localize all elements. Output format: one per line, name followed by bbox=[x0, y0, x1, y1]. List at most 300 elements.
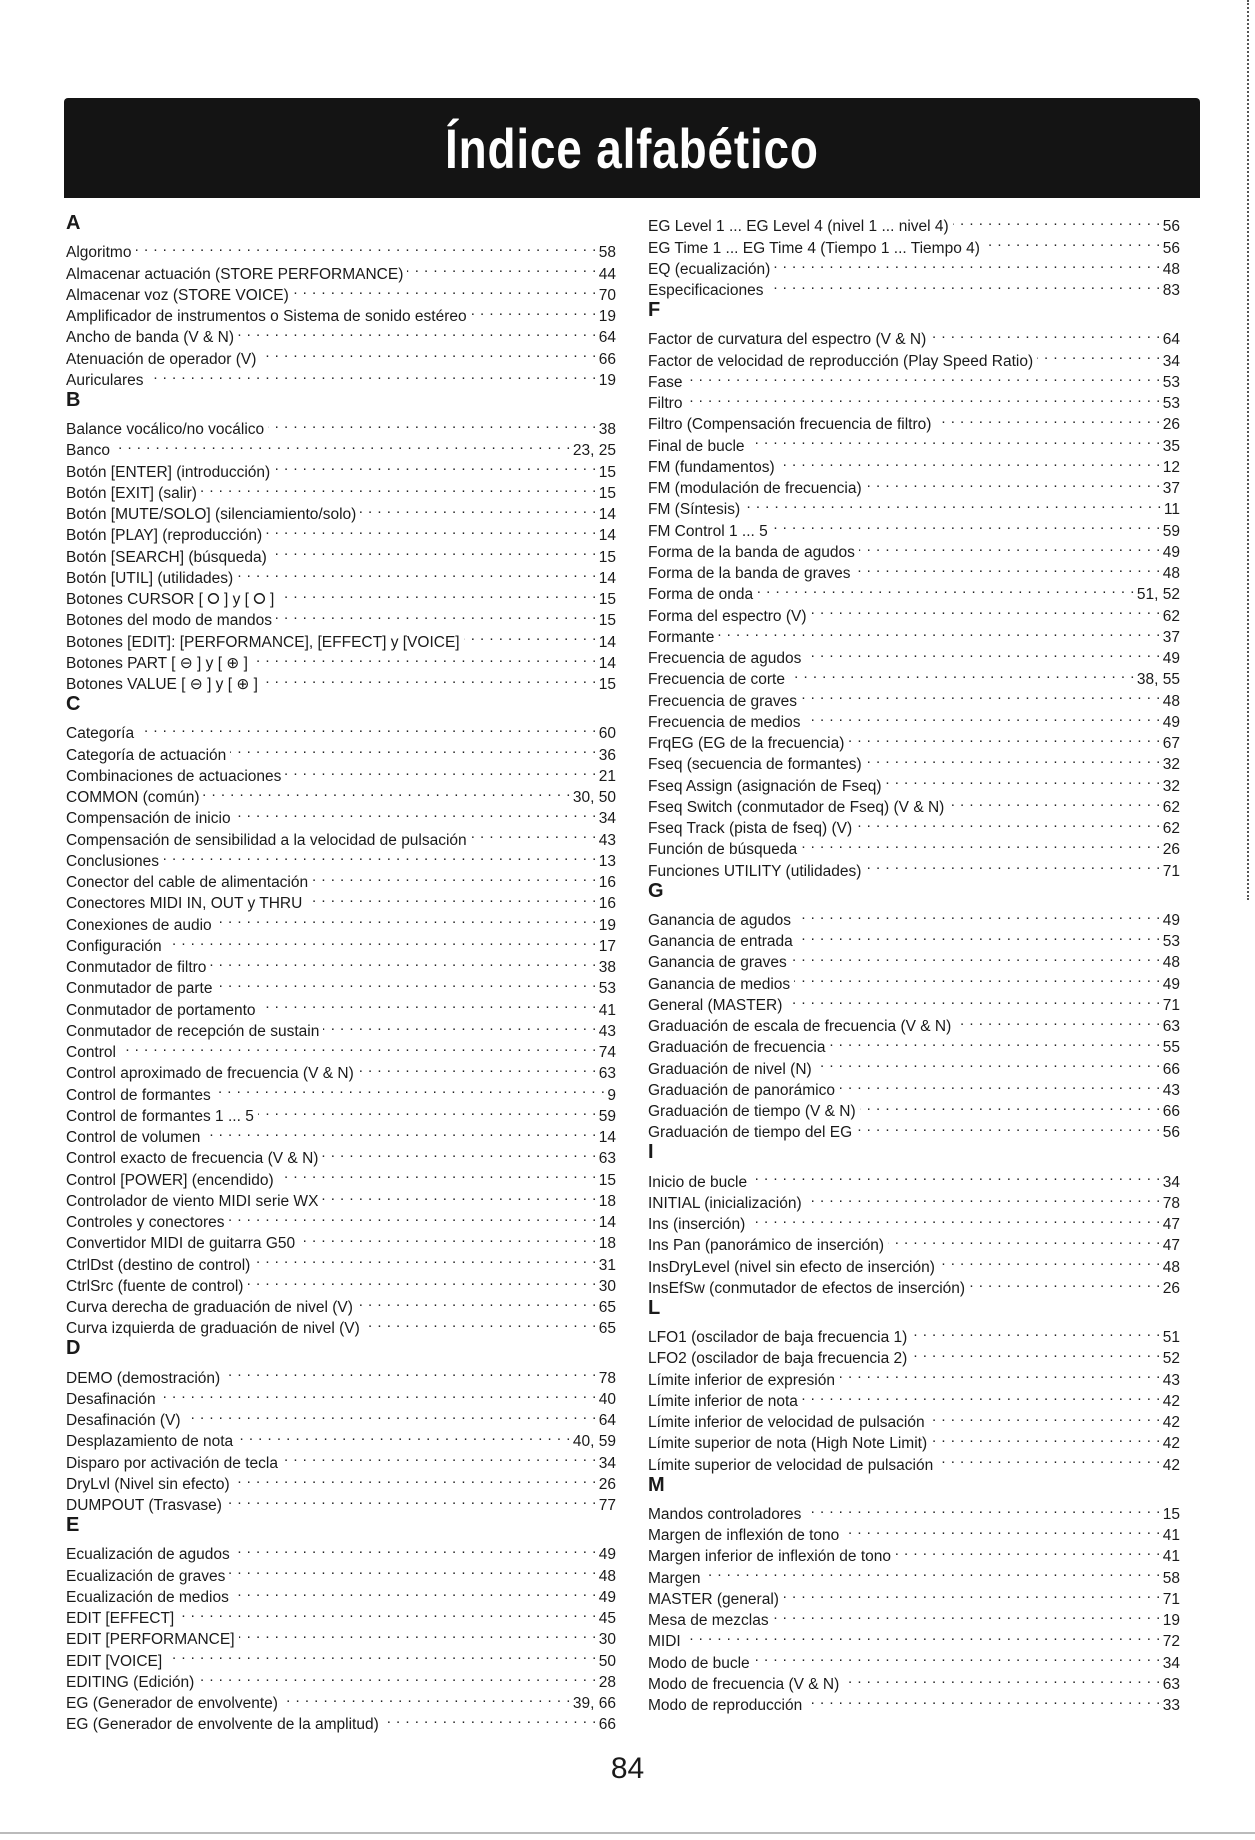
dot-leader bbox=[953, 210, 1161, 231]
entry-term: Categoría bbox=[66, 725, 135, 743]
entry-term: CtrlDst (destino de control) bbox=[66, 1256, 251, 1274]
entry-pages: 14 bbox=[598, 633, 616, 651]
entry-term: Graduación de nivel (N) bbox=[648, 1060, 812, 1078]
entry-term: EDIT [PERFORMANCE] bbox=[66, 1631, 235, 1649]
index-entry bbox=[648, 642, 1180, 667]
entry-pages: 34 bbox=[1162, 1173, 1180, 1191]
dot-leader bbox=[931, 1427, 1161, 1448]
dot-leader bbox=[791, 946, 1161, 967]
index-entry bbox=[648, 366, 1180, 391]
dot-leader bbox=[888, 1229, 1161, 1250]
entry-pages: 38, 55 bbox=[1136, 671, 1180, 689]
entry-term: Frecuencia de graves bbox=[648, 692, 798, 710]
entry-pages: 43 bbox=[1162, 1081, 1180, 1099]
entry-pages: 26 bbox=[1162, 841, 1180, 859]
entry-pages: 40, 59 bbox=[572, 1433, 616, 1451]
dot-leader bbox=[783, 1583, 1161, 1604]
index-column-right bbox=[648, 210, 1180, 1714]
entry-pages: 19 bbox=[598, 916, 616, 934]
entry-pages: 49 bbox=[1162, 911, 1180, 929]
dot-leader bbox=[866, 472, 1161, 493]
entry-pages: 18 bbox=[598, 1192, 616, 1210]
entry-pages: 14 bbox=[598, 1214, 616, 1231]
entry-term: Margen de inflexión de tono bbox=[648, 1527, 840, 1544]
dot-leader bbox=[238, 321, 597, 342]
entry-term: Controlador de viento MIDI serie WX bbox=[66, 1192, 319, 1210]
dot-leader bbox=[268, 413, 597, 434]
entry-pages: 48 bbox=[1162, 954, 1180, 972]
entry-pages: 19 bbox=[598, 308, 616, 325]
dot-leader bbox=[843, 1668, 1160, 1689]
dot-leader bbox=[204, 1121, 596, 1142]
dot-leader bbox=[767, 274, 1160, 295]
dot-leader bbox=[271, 540, 597, 561]
index-entry bbox=[648, 1561, 1180, 1587]
entry-pages: 53 bbox=[1162, 395, 1180, 412]
dot-leader bbox=[247, 1270, 596, 1291]
entry-pages: 30 bbox=[598, 1277, 616, 1295]
entry-term: Modo de reproducción bbox=[648, 1697, 803, 1714]
dot-leader bbox=[860, 1095, 1161, 1116]
entry-pages: 15 bbox=[598, 676, 616, 693]
entry-pages: 43 bbox=[598, 1022, 616, 1040]
dot-leader bbox=[939, 1250, 1161, 1271]
entry-term: Banco bbox=[66, 442, 110, 460]
entry-pages: 63 bbox=[1162, 1018, 1180, 1035]
entry-term: Fase bbox=[648, 373, 683, 391]
entry-term: Forma de la banda de agudos bbox=[648, 543, 855, 561]
dot-leader bbox=[203, 781, 570, 802]
entry-pages: 59 bbox=[598, 1107, 616, 1125]
entry-term: Frecuencia de medios bbox=[648, 713, 801, 731]
dot-leader bbox=[930, 323, 1160, 344]
dot-leader bbox=[266, 519, 597, 540]
section-letter: B bbox=[66, 388, 81, 411]
dot-leader bbox=[929, 1406, 1161, 1427]
entry-term: Conmutador de recepción de sustain bbox=[66, 1022, 320, 1040]
dot-leader bbox=[210, 951, 596, 972]
index-entry bbox=[648, 1321, 1180, 1346]
entry-pages: 26 bbox=[1162, 416, 1180, 434]
entry-pages: 15 bbox=[598, 591, 616, 608]
entry-term: INITIAL (inicialización) bbox=[648, 1194, 802, 1212]
entry-term: EG (Generador de envolvente) bbox=[66, 1695, 278, 1712]
entry-term: Conectores MIDI IN, OUT y THRU bbox=[66, 895, 303, 913]
dot-leader bbox=[383, 1708, 597, 1729]
index-entry bbox=[66, 364, 616, 389]
entry-term: Fseq Track (pista de fseq) (V) bbox=[648, 820, 853, 837]
entry-pages: 58 bbox=[598, 244, 616, 262]
entry-term: Función de búsqueda bbox=[648, 841, 798, 859]
entry-term: Compensación de sensibilidad a la velocidad de pulsación bbox=[66, 831, 467, 849]
entry-pages: 74 bbox=[598, 1044, 616, 1061]
entry-term: Especificaciones bbox=[648, 282, 764, 299]
entry-term: DUMPOUT (Trasvase) bbox=[66, 1497, 222, 1514]
dot-leader bbox=[895, 1540, 1161, 1561]
dot-leader bbox=[312, 866, 597, 887]
entry-term: Conclusiones bbox=[66, 852, 160, 870]
dot-leader bbox=[239, 1623, 597, 1644]
index-section bbox=[66, 210, 616, 389]
entry-pages: 63 bbox=[1162, 1675, 1180, 1693]
index-entry bbox=[66, 1036, 616, 1061]
entry-pages: 48 bbox=[598, 1567, 616, 1585]
entry-pages: 60 bbox=[598, 725, 616, 743]
dot-leader bbox=[718, 621, 1160, 642]
entry-term: Límite superior de velocidad de pulsación bbox=[648, 1456, 934, 1474]
dot-leader bbox=[805, 642, 1160, 663]
entry-term: Control de formantes bbox=[66, 1086, 211, 1104]
entry-pages: 30, 50 bbox=[572, 789, 616, 806]
entry-pages: 14 bbox=[598, 569, 616, 587]
dot-leader bbox=[471, 823, 597, 844]
index-entry bbox=[648, 1165, 1180, 1191]
entry-term: Curva izquierda de graduación de nivel (V) bbox=[66, 1320, 360, 1338]
entry-pages: 62 bbox=[1162, 607, 1180, 625]
entry-pages: 26 bbox=[598, 1475, 616, 1493]
entry-term: EG Level 1 ... EG Level 4 (nivel 1 ... nivel 4) bbox=[648, 218, 949, 236]
dot-leader bbox=[856, 812, 1161, 833]
entry-pages: 64 bbox=[598, 1412, 616, 1429]
dot-leader bbox=[797, 925, 1161, 946]
entry-pages: 42 bbox=[1162, 1392, 1180, 1410]
entry-term: Almacenar voz (STORE VOICE) bbox=[66, 286, 289, 304]
entry-pages: 78 bbox=[1162, 1194, 1180, 1212]
index-entry bbox=[66, 717, 616, 743]
dot-leader bbox=[166, 930, 597, 951]
entry-pages: 21 bbox=[598, 767, 616, 785]
entry-pages: 41 bbox=[1162, 1527, 1180, 1544]
entry-term: Botones VALUE [ ⊖ ] y [ ⊕ ] bbox=[66, 676, 258, 693]
entry-term: Algoritmo bbox=[66, 244, 132, 262]
entry-term: Frecuencia de agudos bbox=[648, 650, 802, 667]
dot-leader bbox=[885, 769, 1160, 790]
entry-pages: 32 bbox=[1162, 777, 1180, 795]
entry-pages: 63 bbox=[598, 1065, 616, 1083]
index-entry bbox=[648, 1625, 1180, 1651]
index-section bbox=[648, 1295, 1180, 1474]
dot-leader bbox=[751, 1165, 1161, 1186]
dot-leader bbox=[230, 738, 596, 759]
entry-pages: 23, 25 bbox=[572, 442, 616, 460]
index-section bbox=[66, 387, 616, 693]
entry-pages: 53 bbox=[1162, 373, 1180, 391]
entry-term: Ganancia de agudos bbox=[648, 911, 792, 929]
index-entry bbox=[66, 1361, 616, 1387]
dot-leader bbox=[773, 1604, 1161, 1625]
entry-pages: 56 bbox=[1162, 239, 1180, 257]
dot-leader bbox=[358, 1057, 597, 1078]
entry-pages: 15 bbox=[598, 548, 616, 566]
entry-term: Inicio de bucle bbox=[648, 1173, 748, 1191]
entry-term: MASTER (general) bbox=[648, 1590, 779, 1608]
index-entry bbox=[648, 1498, 1180, 1523]
entry-term: Conector del cable de alimentación bbox=[66, 874, 309, 891]
dot-leader bbox=[789, 663, 1135, 684]
entry-pages: 16 bbox=[598, 874, 616, 891]
dot-leader bbox=[805, 1498, 1160, 1519]
entry-pages: 71 bbox=[1162, 1590, 1180, 1608]
dot-leader bbox=[749, 1208, 1160, 1229]
dot-leader bbox=[229, 1559, 596, 1580]
entry-term: Disparo por activación de tecla bbox=[66, 1454, 278, 1472]
dot-leader bbox=[252, 647, 597, 668]
dot-leader bbox=[237, 562, 597, 583]
entry-pages: 18 bbox=[598, 1235, 616, 1253]
entry-pages: 40 bbox=[598, 1390, 616, 1408]
entry-term: EDITING (Edición) bbox=[66, 1673, 195, 1691]
entry-term: Formante bbox=[648, 628, 715, 646]
bottom-rule bbox=[0, 1832, 1255, 1834]
index-section bbox=[66, 691, 616, 1338]
dot-leader bbox=[969, 1272, 1161, 1293]
dot-leader bbox=[278, 1163, 597, 1184]
dot-leader bbox=[749, 429, 1161, 450]
entry-pages: 70 bbox=[598, 286, 616, 304]
title-banner bbox=[64, 98, 1200, 198]
dot-leader bbox=[138, 717, 597, 738]
dot-leader bbox=[120, 1036, 597, 1057]
dot-leader bbox=[948, 791, 1160, 812]
dot-leader bbox=[685, 1625, 1161, 1646]
entry-pages: 15 bbox=[598, 484, 616, 502]
dot-leader bbox=[802, 1385, 1161, 1406]
dot-leader bbox=[801, 833, 1161, 854]
entry-term: Desplazamiento de nota bbox=[66, 1433, 234, 1451]
dot-leader bbox=[984, 231, 1161, 252]
index-entry bbox=[66, 455, 616, 481]
section-letter: D bbox=[66, 1337, 81, 1360]
dot-leader bbox=[260, 993, 597, 1014]
index-entry bbox=[66, 434, 616, 460]
dot-leader bbox=[323, 1015, 596, 1036]
page-number: 84 bbox=[610, 1752, 645, 1785]
dot-leader bbox=[811, 599, 1161, 620]
entry-term: Conmutador de filtro bbox=[66, 959, 207, 976]
entry-term: Curva derecha de graduación de nivel (V) bbox=[66, 1299, 353, 1316]
entry-term: Control aproximado de frecuencia (V & N) bbox=[66, 1065, 354, 1083]
entry-pages: 66 bbox=[598, 1716, 616, 1734]
entry-term: Filtro bbox=[648, 395, 683, 412]
dot-leader bbox=[839, 1363, 1161, 1384]
dot-leader bbox=[234, 1468, 597, 1489]
dot-leader bbox=[198, 1666, 596, 1687]
entry-pages: 72 bbox=[1162, 1633, 1180, 1651]
entry-term: Límite inferior de nota bbox=[648, 1392, 798, 1410]
dot-leader bbox=[276, 604, 597, 625]
entry-term: Combinaciones de actuaciones bbox=[66, 767, 282, 785]
entry-pages: 14 bbox=[598, 527, 616, 545]
entry-term: Control exacto de frecuencia (V & N) bbox=[66, 1150, 319, 1168]
dot-leader bbox=[254, 1248, 596, 1269]
entry-pages: 15 bbox=[598, 612, 616, 630]
dot-leader bbox=[856, 1116, 1161, 1137]
dot-leader bbox=[278, 583, 596, 604]
entry-pages: 42 bbox=[1162, 1435, 1180, 1453]
index-entry bbox=[66, 1538, 616, 1564]
entry-pages: 39, 66 bbox=[572, 1695, 616, 1712]
entry-term: EG (Generador de envolvente de la amplitud) bbox=[66, 1716, 379, 1734]
dot-leader bbox=[795, 904, 1161, 925]
dot-leader bbox=[282, 1687, 571, 1708]
entry-pages: 34 bbox=[598, 810, 616, 828]
dot-leader bbox=[464, 625, 597, 646]
entry-pages: 15 bbox=[598, 1171, 616, 1189]
entry-pages: 49 bbox=[1162, 713, 1180, 731]
entry-pages: 45 bbox=[598, 1610, 616, 1627]
entry-term: LFO1 (oscilador de baja frecuencia 1) bbox=[648, 1329, 908, 1346]
entry-pages: 36 bbox=[598, 746, 616, 764]
index-entry bbox=[648, 323, 1180, 349]
entry-term: Forma de onda bbox=[648, 586, 754, 604]
entry-term: Balance vocálico/no vocálico bbox=[66, 421, 265, 438]
entry-pages: 53 bbox=[598, 980, 616, 998]
index-entry bbox=[648, 904, 1180, 929]
entry-pages: 64 bbox=[1162, 331, 1180, 349]
entry-term: Control bbox=[66, 1044, 116, 1061]
entry-pages: 35 bbox=[1162, 437, 1180, 455]
index-entry bbox=[648, 387, 1180, 412]
entry-pages: 44 bbox=[598, 265, 616, 283]
dot-leader bbox=[135, 236, 596, 257]
entry-term: Controles y conectores bbox=[66, 1214, 225, 1231]
entry-term: EQ (ecualización) bbox=[648, 260, 771, 278]
dot-leader bbox=[816, 1052, 1161, 1073]
dot-leader bbox=[848, 727, 1160, 748]
entry-term: InsEfSw (conmutador de efectos de inserción) bbox=[648, 1279, 966, 1297]
entry-pages: 49 bbox=[598, 1588, 616, 1606]
section-letter: M bbox=[648, 1473, 665, 1496]
dot-leader bbox=[839, 1074, 1161, 1095]
entry-term: Factor de curvatura del espectro (V & N) bbox=[648, 331, 927, 349]
dot-leader bbox=[794, 967, 1161, 988]
entry-pages: 52 bbox=[1162, 1350, 1180, 1368]
entry-term: FrqEG (EG de la frecuencia) bbox=[648, 735, 845, 752]
dot-leader bbox=[233, 1581, 597, 1602]
entry-term: Factor de velocidad de reproducción (Play Speed Ratio) bbox=[648, 352, 1034, 370]
entry-pages: 19 bbox=[1162, 1612, 1180, 1629]
entry-pages: 33 bbox=[1162, 1697, 1180, 1714]
dot-leader bbox=[201, 477, 597, 498]
entry-term: Graduación de tiempo (V & N) bbox=[648, 1103, 856, 1120]
entry-term: Atenuación de operador (V) bbox=[66, 350, 257, 368]
index-entry bbox=[66, 738, 616, 764]
entry-term: Graduación de frecuencia bbox=[648, 1039, 826, 1057]
dot-leader bbox=[754, 1646, 1161, 1667]
index-entry bbox=[648, 408, 1180, 434]
index-entry bbox=[66, 257, 616, 283]
index-section bbox=[648, 1139, 1180, 1297]
entry-term: Mandos controladores bbox=[648, 1505, 802, 1523]
entry-pages: 78 bbox=[598, 1369, 616, 1387]
index-entry bbox=[66, 1057, 616, 1083]
entry-term: Categoría de actuación bbox=[66, 746, 227, 764]
entry-pages: 14 bbox=[598, 654, 616, 672]
entry-pages: 59 bbox=[1162, 522, 1180, 540]
dot-leader bbox=[166, 1644, 597, 1665]
entry-term: Botón [MUTE/SOLO] (silenciamiento/solo) bbox=[66, 506, 357, 523]
entry-pages: 34 bbox=[1162, 1654, 1180, 1672]
entry-term: Fseq Switch (conmutador de Fseq) (V & N) bbox=[648, 798, 945, 816]
index-entry bbox=[66, 413, 616, 438]
dot-leader bbox=[226, 1489, 597, 1510]
index-section bbox=[66, 1335, 616, 1514]
entry-pages: 9 bbox=[607, 1086, 616, 1104]
entry-pages: 30 bbox=[598, 1631, 616, 1649]
entry-pages: 66 bbox=[1162, 1060, 1180, 1078]
dot-leader bbox=[757, 578, 1135, 599]
entry-term: EDIT [VOICE] bbox=[66, 1652, 163, 1670]
entry-pages: 49 bbox=[1162, 543, 1180, 561]
dot-leader bbox=[937, 1448, 1161, 1469]
section-letter: L bbox=[648, 1296, 661, 1319]
entry-pages: 41 bbox=[1162, 1548, 1180, 1566]
entry-term: CtrlSrc (fuente de control) bbox=[66, 1277, 244, 1295]
entry-pages: 48 bbox=[1162, 692, 1180, 710]
entry-pages: 47 bbox=[1162, 1216, 1180, 1233]
entry-pages: 62 bbox=[1162, 798, 1180, 816]
entry-term: Ecualización de graves bbox=[66, 1567, 226, 1585]
section-letter: G bbox=[648, 879, 664, 902]
index-entry bbox=[66, 236, 616, 262]
entry-pages: 50 bbox=[598, 1652, 616, 1670]
section-letter: E bbox=[66, 1514, 80, 1536]
entry-term: Límite inferior de expresión bbox=[648, 1371, 835, 1389]
dot-leader bbox=[234, 1538, 597, 1559]
entry-pages: 49 bbox=[1162, 975, 1180, 993]
entry-term: Amplificador de instrumentos o Sistema de sonido estéreo bbox=[66, 308, 467, 325]
dot-leader bbox=[274, 455, 597, 476]
entry-pages: 48 bbox=[1162, 260, 1180, 278]
entry-term: Forma del espectro (V) bbox=[648, 607, 807, 625]
entry-term: Control de formantes 1 ... 5 bbox=[66, 1107, 254, 1125]
entry-term: Botón [SEARCH] (búsqueda) bbox=[66, 548, 267, 566]
entry-term: Almacenar actuación (STORE PERFORMANCE) bbox=[66, 265, 404, 283]
entry-pages: 51, 52 bbox=[1136, 586, 1180, 604]
entry-term: MIDI bbox=[648, 1633, 681, 1651]
entry-term: Frecuencia de corte bbox=[648, 671, 785, 689]
entry-term: EDIT [EFFECT] bbox=[66, 1610, 175, 1627]
dot-leader bbox=[229, 1206, 597, 1227]
entry-term: Graduación de tiempo del EG bbox=[648, 1124, 853, 1142]
entry-pages: 19 bbox=[598, 371, 616, 389]
dot-leader bbox=[322, 1142, 596, 1163]
dot-leader bbox=[364, 1312, 597, 1333]
entry-term: Ganancia de medios bbox=[648, 975, 791, 993]
entry-pages: 65 bbox=[598, 1320, 616, 1338]
dot-leader bbox=[299, 1227, 597, 1248]
dot-leader bbox=[911, 1321, 1160, 1342]
entry-term: DryLvl (Nivel sin efecto) bbox=[66, 1475, 230, 1493]
dot-leader bbox=[260, 342, 596, 363]
dot-leader bbox=[216, 972, 596, 993]
entry-term: Margen bbox=[648, 1569, 701, 1587]
dot-leader bbox=[686, 366, 1160, 387]
page-edge-marks bbox=[1244, 0, 1249, 900]
entry-term: DEMO (demostración) bbox=[66, 1369, 221, 1387]
entry-term: Botón [EXIT] (salir) bbox=[66, 484, 197, 502]
dot-leader bbox=[163, 845, 597, 866]
entry-term: Margen inferior de inflexión de tono bbox=[648, 1548, 891, 1566]
dot-leader bbox=[293, 279, 597, 300]
dot-leader bbox=[955, 1010, 1160, 1031]
entry-term: FM (modulación de frecuencia) bbox=[648, 480, 862, 497]
entry-term: Compensación de inicio bbox=[66, 810, 231, 828]
entry-pages: 42 bbox=[1162, 1414, 1180, 1431]
entry-pages: 64 bbox=[598, 329, 616, 347]
entry-pages: 67 bbox=[1162, 735, 1180, 752]
entry-term: General (MASTER) bbox=[648, 996, 783, 1014]
